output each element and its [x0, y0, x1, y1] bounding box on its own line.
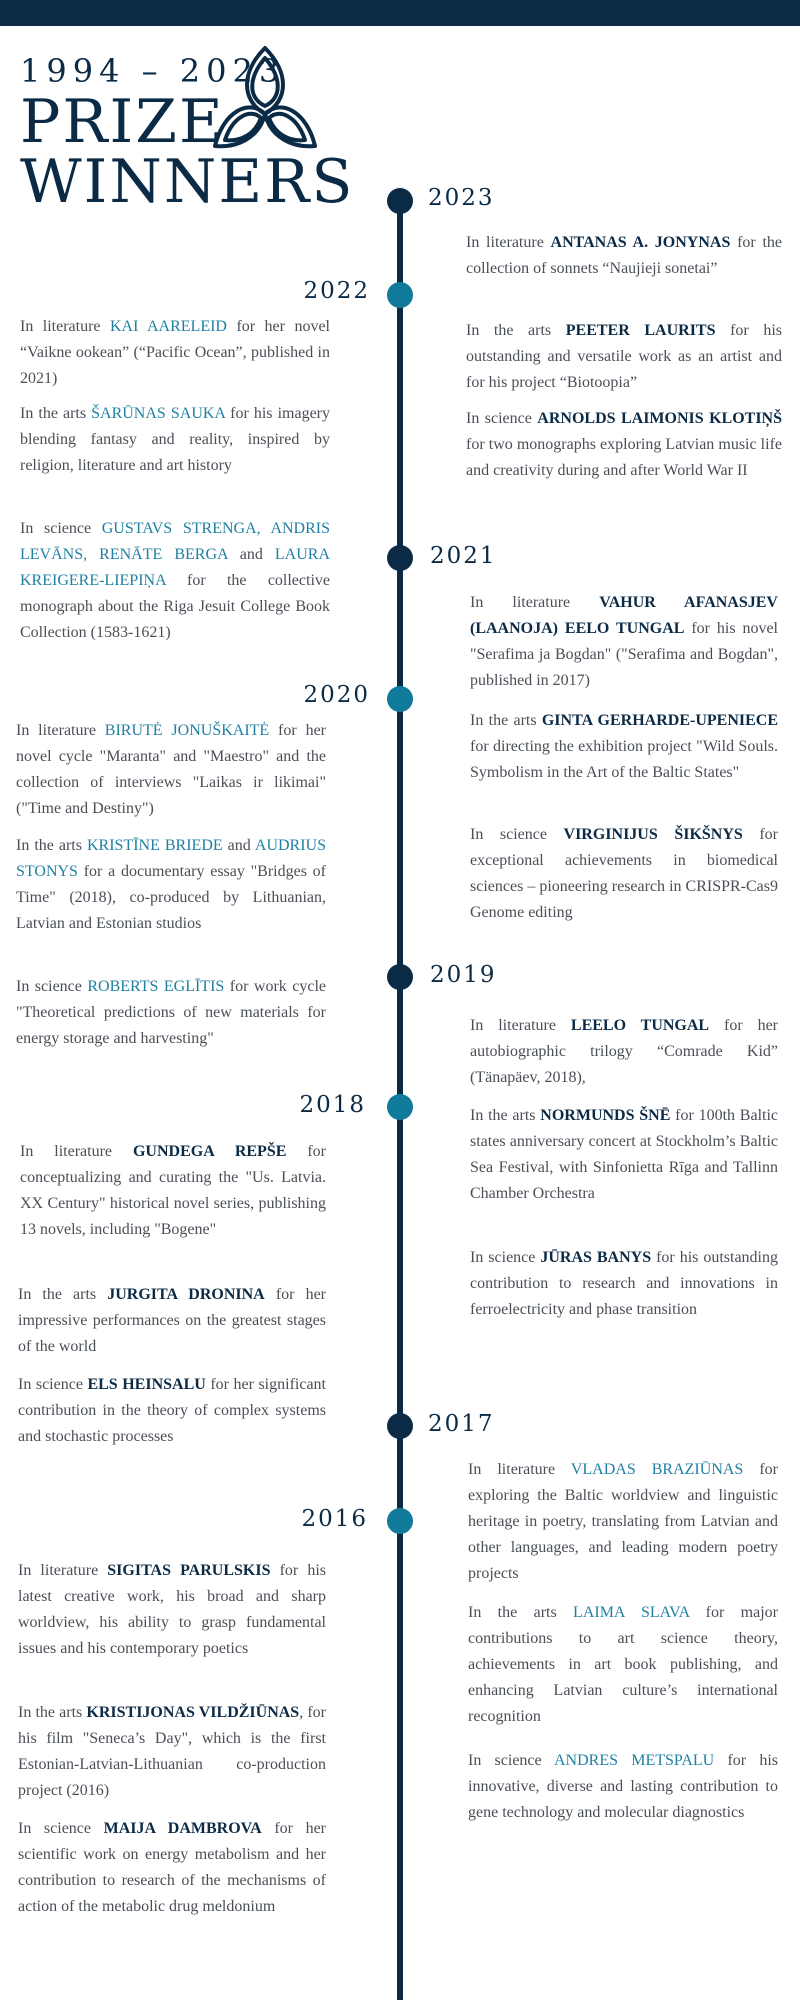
timeline-dot-2022	[387, 282, 413, 308]
year-label-2017: 2017	[428, 1411, 495, 1437]
entry-2020-arts: In the arts KRISTĪNE BRIEDE and AUDRIUS STONYS for a documentary essay "Bridges of Time" (2018), co-produced by Lithuanian, Latvian and Estonian studios	[16, 837, 327, 932]
entry-2018-science: In science ELS HEINSALU for her significant contribution in the theory of complex systems and stochastic processes	[18, 1376, 326, 1445]
year-label-2022: 2022	[303, 278, 370, 304]
winner-name: LAIMA SLAVA	[573, 1604, 690, 1621]
year-label-2023: 2023	[428, 185, 495, 211]
year-label-2021: 2021	[430, 543, 497, 569]
entry-2019-science: In science JŪRAS BANYS for his outstanding contribution to research and innovations in ferroelectricity and phase transition	[470, 1249, 779, 1318]
winner-name: AUDRIUS STONYS	[16, 837, 327, 880]
winner-name: PEETER LAURITS	[565, 322, 716, 339]
winner-name: LAURA KREIGERE-LIEPIŅA	[20, 546, 330, 589]
winner-name: SIGITAS PARULSKIS	[107, 1562, 271, 1579]
header-years: 1994 – 2023	[20, 52, 286, 90]
entry-2022-literature: In literature KAI AARELEID for her novel “Vaikne ookean” (“Pacific Ocean”, published in 2021)	[20, 318, 330, 387]
entry-2022-science: In science GUSTAVS STRENGA, ANDRIS LEVĀNS, RENĀTE BERGA and LAURA KREIGERE-LIEPIŅA for the collective monograph about the Riga Jesuit College Book Collection (1583-1621)	[20, 520, 330, 641]
winner-name: GUNDEGA REPŠE	[132, 1143, 287, 1160]
timeline-dot-2019	[387, 964, 413, 990]
winner-name: ANTANAS A. JONYNAS	[550, 234, 731, 251]
entry-2017-science: In science ANDRES METSPALU for his innovative, diverse and lasting contribution to gene technology and molecular diagnostics	[468, 1752, 779, 1821]
winner-name: VIRGINIJUS ŠIKŠNYS	[563, 826, 743, 843]
entry-2020-science: In science ROBERTS EGLĪTIS for work cycle "Theoretical predictions of new materials for energy storage and harvesting"	[16, 978, 326, 1047]
winner-name: GUSTAVS STRENGA, ANDRIS LEVĀNS, RENĀTE BERGA	[20, 520, 330, 563]
timeline-dot-2023	[387, 188, 413, 214]
top-bar	[0, 0, 800, 26]
winner-name: KAI AARELEID	[109, 318, 227, 335]
entry-2021-literature: In literature VAHUR AFANASJEV (LAANOJA) EELO TUNGAL for his novel "Serafima ja Bogdan" ("Serafima and Bogdan", published in 2017)	[470, 594, 778, 689]
entry-2017-literature: In literature VLADAS BRAZIŪNAS for exploring the Baltic worldview and linguistic heritage in poetry, translating from Latvian and other languages, and leading modern poetry projects	[468, 1461, 779, 1582]
entry-2016-literature: In literature SIGITAS PARULSKIS for his latest creative work, his broad and sharp worldview, his ability to grasp fundamental issues and his contemporary poetics	[18, 1562, 326, 1657]
winner-name: KRISTĪNE BRIEDE	[86, 837, 223, 854]
winner-name: JURGITA DRONINA	[107, 1286, 265, 1303]
triquetra-knot-icon	[205, 42, 325, 154]
winner-name: KRISTIJONAS VILDŽIŪNAS	[86, 1704, 300, 1721]
entry-2022-arts: In the arts ŠARŪNAS SAUKA for his imagery blending fantasy and reality, inspired by religion, literature and art history	[20, 405, 331, 474]
header-title-winners: WINNERS	[20, 147, 355, 217]
entry-2020-literature: In literature BIRUTĖ JONUŠKAITĖ for her novel cycle "Maranta" and "Maestro" and the collection of interviews "Laikas ir likimai" ("Time and Destiny")	[16, 722, 327, 817]
timeline-dot-2018	[387, 1094, 413, 1120]
year-label-2018: 2018	[299, 1092, 366, 1118]
winner-name: ELS HEINSALU	[87, 1376, 206, 1393]
winner-name: LEELO TUNGAL	[570, 1017, 710, 1034]
entry-2018-arts: In the arts JURGITA DRONINA for her impressive performances on the greatest stages of the world	[18, 1286, 326, 1355]
timeline-dot-2021	[387, 545, 413, 571]
header-title-prize: PRIZE	[20, 87, 225, 157]
timeline-dot-2020	[387, 686, 413, 712]
entry-2023-arts: In the arts PEETER LAURITS for his outstanding and versatile work as an artist and for his project “Biotoopia”	[466, 322, 783, 391]
entry-2019-literature: In literature LEELO TUNGAL for her autobiographic trilogy “Comrade Kid” (Tänapäev, 2018),	[470, 1017, 778, 1086]
entry-2021-science: In science VIRGINIJUS ŠIKŠNYS for exceptional achievements in biomedical sciences – pioneering research in CRISPR-Cas9 Genome editing	[470, 826, 779, 921]
entry-2019-arts: In the arts NORMUNDS ŠNĒ for 100th Baltic states anniversary concert at Stockholm’s Baltic Sea Festival, with Sinfonietta Rīga and Tallinn Chamber Orchestra	[470, 1107, 778, 1202]
winner-name: JŪRAS BANYS	[540, 1249, 652, 1266]
winner-name: GINTA GERHARDE-UPENIECE	[541, 712, 778, 729]
timeline-dot-2017	[387, 1413, 413, 1439]
winner-name: ANDRES METSPALU	[553, 1752, 715, 1769]
timeline-dot-2016	[387, 1508, 413, 1534]
entry-2023-science: In science ARNOLDS LAIMONIS KLOTIŅŠ for two monographs exploring Latvian music life and creativity during and after World War II	[466, 410, 783, 479]
year-label-2016: 2016	[301, 1506, 368, 1532]
entry-2016-science: In science MAIJA DAMBROVA for her scientific work on energy metabolism and her contribution to research of the mechanisms of action of the metabolic drug meldonium	[18, 1820, 327, 1915]
winner-name: ROBERTS EGLĪTIS	[87, 978, 225, 995]
winner-name: ARNOLDS LAIMONIS KLOTIŅŠ	[537, 410, 783, 427]
winner-name: VAHUR AFANASJEV (LAANOJA) EELO TUNGAL	[470, 594, 778, 637]
winner-name: BIRUTĖ JONUŠKAITĖ	[104, 722, 270, 739]
winner-name: MAIJA DAMBROVA	[103, 1820, 262, 1837]
year-label-2020: 2020	[303, 682, 370, 708]
winner-name: NORMUNDS ŠNĒ	[540, 1107, 671, 1124]
entry-2016-arts: In the arts KRISTIJONAS VILDŽIŪNAS, for his film "Seneca’s Day", which is the first Estonian-Latvian-Lithuanian co-production project (2016)	[18, 1704, 326, 1799]
winner-name: ŠARŪNAS SAUKA	[91, 405, 226, 422]
winner-name: VLADAS BRAZIŪNAS	[570, 1461, 744, 1478]
entry-2017-arts: In the arts LAIMA SLAVA for major contributions to art science theory, achievements in art book publishing, and enhancing Latvian culture’s international recognition	[468, 1604, 778, 1725]
year-label-2019: 2019	[430, 962, 497, 988]
entry-2023-literature: In literature ANTANAS A. JONYNAS for the collection of sonnets “Naujieji sonetai”	[466, 234, 783, 277]
entry-2021-arts: In the arts GINTA GERHARDE-UPENIECE for directing the exhibition project "Wild Souls. Symbolism in the Art of the Baltic States"	[470, 712, 778, 781]
entry-2018-literature: In literature GUNDEGA REPŠE for conceptualizing and curating the "Us. Latvia. XX Century" historical novel series, publishing 13 novels, including "Bogene"	[20, 1143, 326, 1238]
